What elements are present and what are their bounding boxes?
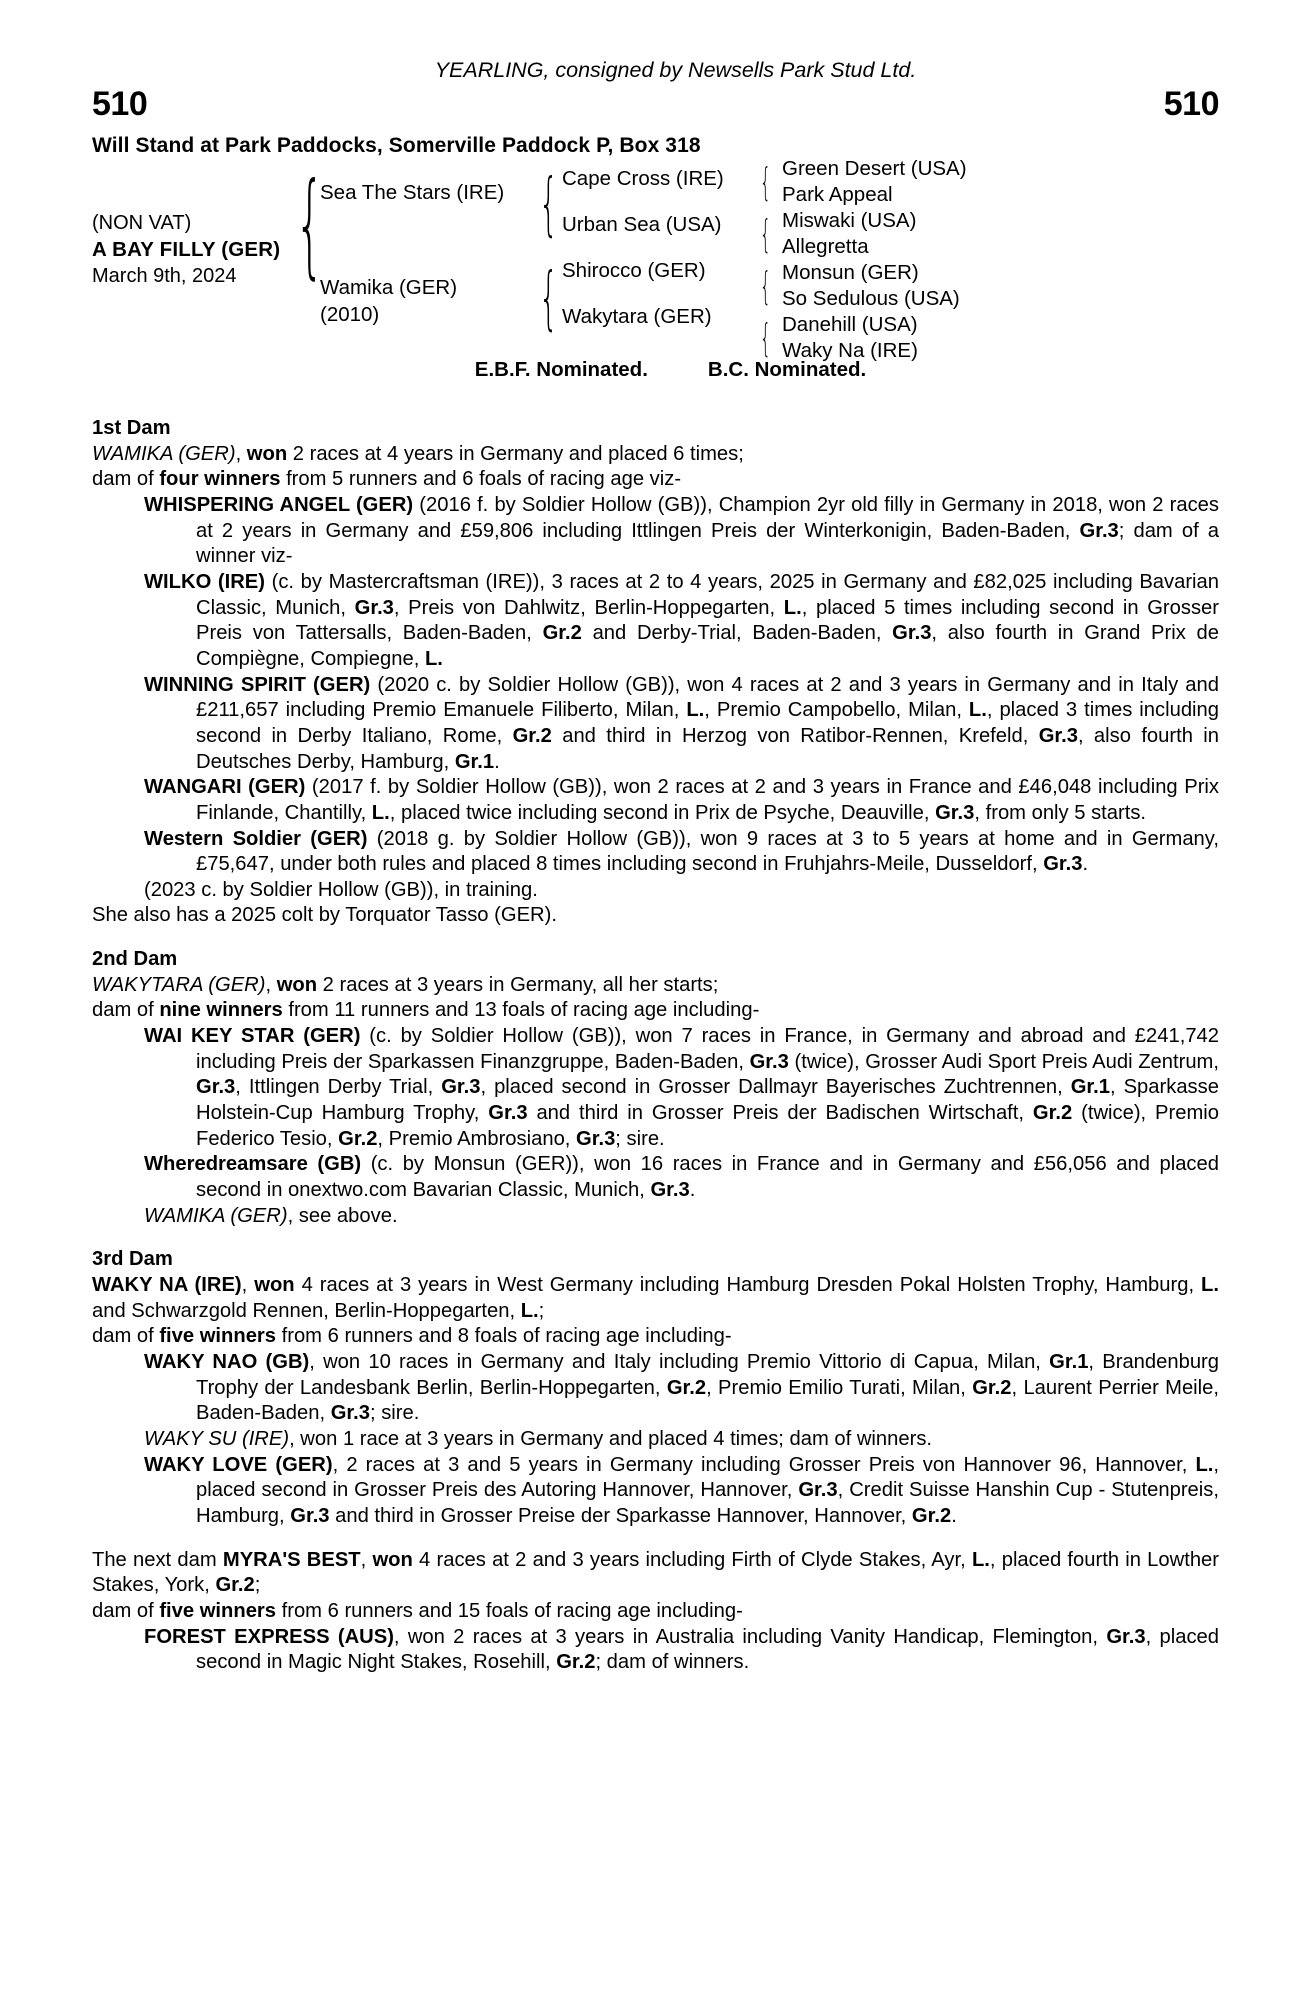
brace-sire-parents: { xyxy=(539,163,559,245)
brace-gg-1: { xyxy=(760,160,771,204)
pedigree-gg-8: Waky Na (IRE) xyxy=(782,339,918,362)
pedigree-dam xyxy=(320,277,457,326)
pedigree-gg-2: Park Appeal xyxy=(782,183,893,206)
subject-block xyxy=(92,210,280,290)
first-dam-intro xyxy=(92,442,1219,468)
pedigree-notes xyxy=(92,416,1219,1676)
pedigree-gg-1: Green Desert (USA) xyxy=(782,157,967,180)
first-dam-heading: 1st Dam xyxy=(92,417,171,439)
second-dam-intro-2: dam of nine winners from 11 runners and 13 foals of racing age including- xyxy=(92,999,760,1022)
bc-nomination: B.C. Nominated. xyxy=(707,358,867,381)
third-dam-entry-2: WAKY SU (IRE), won 1 race at 3 years in Germany and placed 4 times; dam of winners. xyxy=(144,1427,933,1450)
pedigree-column-great-grandparents xyxy=(782,157,1032,362)
third-dam-intro xyxy=(92,1273,1219,1324)
brace-gg-3: { xyxy=(760,264,771,308)
brace-gg-2: { xyxy=(760,212,771,256)
subject-foaling-date: March 9th, 2024 xyxy=(92,265,237,288)
second-dam-entry-3: WAMIKA (GER), see above. xyxy=(144,1204,398,1227)
third-dam-entry-3: WAKY LOVE (GER), 2 races at 3 and 5 years in Germany including Grosser Preis von Hannover 96, Hannover, L., placed second in Grosser Preis des Autoring Hannover, Hannover, Gr.3, Credit Suisse Hanshin Cup - Stutenpreis, Hamburg, Gr.3 and third in Grosser Preise der Sparkasse Hannover, Hannover, Gr.2. xyxy=(144,1453,1219,1527)
first-dam-intro-2: dam of four winners from 5 runners and 6 foals of racing age viz- xyxy=(92,468,682,491)
brace-dam-parents: { xyxy=(539,257,559,339)
pedigree-gg-6: So Sedulous (USA) xyxy=(782,287,960,310)
third-dam-entry-1: WAKY NAO (GB), won 10 races in Germany and Italy including Premio Vittorio di Capua, Milan, Gr.1, Brandenburg Trophy der Landesbank Berlin, Berlin-Hoppegarten, Gr.2, Premio Emilio Turati, Milan, Gr.2, Laurent Perrier Meile, Baden-Baden, Gr.3; sire. xyxy=(144,1350,1219,1425)
pedigree-sire-dam: Urban Sea (USA) xyxy=(562,213,722,236)
ebf-nomination: E.B.F. Nominated. xyxy=(474,358,648,381)
pedigree-gg-4: Allegretta xyxy=(782,235,869,258)
brace-gg-4: { xyxy=(760,316,771,360)
first-dam-entry-4: WANGARI (GER) (2017 f. by Soldier Hollow (GB)), won 2 races at 2 and 3 years in France and £46,048 including Prix Finlande, Chantilly, L., placed twice including second in Prix de Psyche, Deauville, Gr.3, from only 5 starts. xyxy=(144,776,1219,824)
second-dam-entry-1: WAI KEY STAR (GER) (c. by Soldier Hollow (GB)), won 7 races in France, in Germany and abroad and £241,742 including Preis der Sparkassen Finanzgruppe, Baden-Baden, Gr.3 (twice), Grosser Audi Sport Preis Audi Zentrum, Gr.3, Ittlingen Derby Trial, Gr.3, placed second in Grosser Dallmayr Bayerisches Zuchtrennen, Gr.1, Sparkasse Holstein-Cup Hamburg Trophy, Gr.3 and third in Grosser Preis der Badischen Wirtschaft, Gr.2 (twice), Premio Federico Tesio, Gr.2, Premio Ambrosiano, Gr.3; sire. xyxy=(144,1025,1220,1150)
subject-name: A BAY FILLY (GER) xyxy=(92,238,281,262)
pedigree-gg-5: Monsun (GER) xyxy=(782,261,919,284)
first-dam-intro-rest: , won 2 races at 4 years in Germany and placed 6 times; xyxy=(235,442,744,465)
second-dam-heading: 2nd Dam xyxy=(92,948,178,971)
next-dam-entry-1: FOREST EXPRESS (AUS), won 2 races at 3 years in Australia including Vanity Handicap, Flemington, Gr.3, placed second in Magic Night Stakes, Rosehill, Gr.2; dam of winners. xyxy=(144,1625,1219,1674)
pedigree-gg-7: Danehill (USA) xyxy=(782,313,918,336)
second-dam-intro xyxy=(92,973,1219,999)
first-dam-entry-5: Western Soldier (GER) (2018 g. by Soldier Hollow (GB)), won 9 races at 3 to 5 years at home and in Germany, £75,647, under both rules and placed 8 times including second in Fruhjahrs-Meile, Dusseldorf, Gr.3. xyxy=(144,827,1219,876)
second-dam-entry-2: Wheredreamsare (GB) (c. by Monsun (GER)), won 16 races in France and in Germany and £56,056 and placed second in onextwo.com Bavarian Classic, Munich, Gr.3. xyxy=(144,1153,1219,1202)
pedigree-sire-sire: Cape Cross (IRE) xyxy=(562,167,724,190)
first-dam-entry-1: WHISPERING ANGEL (GER) (2016 f. by Soldier Hollow (GB)), Champion 2yr old filly in Germany in 2018, won 2 races at 2 years in Germany and £59,806 including Ittlingen Preis der Winterkonigin, Baden-Baden, Gr.3; dam of a winner viz- xyxy=(144,493,1219,568)
vat-status: (NON VAT) xyxy=(92,212,192,234)
pedigree-dam-dam: Wakytara (GER) xyxy=(562,305,712,328)
brace-sire-dam: { xyxy=(295,157,325,291)
pedigree-column-parents xyxy=(320,160,535,356)
second-dam-intro-rest: , won 2 races at 3 years in Germany, all her starts; xyxy=(265,973,719,996)
consignor-line: YEARLING, consigned by Newsells Park Stud Ltd. xyxy=(434,58,917,82)
first-dam-name: WAMIKA (GER) xyxy=(92,442,236,465)
third-dam-intro-2: dam of five winners from 6 runners and 8 foals of racing age including- xyxy=(92,1325,732,1348)
second-dam-name: WAKYTARA (GER) xyxy=(92,973,266,996)
first-dam-footer: She also has a 2025 colt by Torquator Tasso (GER). xyxy=(92,904,557,927)
pedigree-sire: Sea The Stars (IRE) xyxy=(320,181,505,204)
stand-location-line: Will Stand at Park Paddocks, Somerville Paddock P, Box 318 xyxy=(92,134,701,157)
nominations-row xyxy=(122,358,1219,382)
first-dam-entry-3: WINNING SPIRIT (GER) (2020 c. by Soldier Hollow (GB)), won 4 races at 2 and 3 years in Germany and in Italy and £211,657 including Premio Emanuele Filiberto, Milan, L., Premio Campobello, Milan, L., placed 3 times including second in Derby Italiano, Rome, Gr.2 and third in Herzog von Ratibor-Rennen, Krefeld, Gr.3, also fourth in Deutsches Derby, Hamburg, Gr.1. xyxy=(144,673,1220,773)
pedigree-dam-year: (2010) xyxy=(320,302,380,326)
lot-number-row xyxy=(92,85,1219,124)
lot-number-left: 510 xyxy=(92,85,148,123)
third-dam-heading: 3rd Dam xyxy=(92,1248,173,1271)
lot-number-right: 510 xyxy=(1163,85,1219,123)
third-dam-intro-rest: , won 4 races at 3 years in West Germany including Hamburg Dresden Pokal Holsten Trophy, Hamburg, L. and Schwarzgold Rennen, Berlin-Hoppegarten, L.; xyxy=(92,1274,1219,1322)
next-dam-line-2: dam of five winners from 6 runners and 15 foals of racing age including- xyxy=(92,1599,743,1622)
first-dam-entry-6: (2023 c. by Soldier Hollow (GB)), in training. xyxy=(144,878,538,901)
pedigree-dam-name: Wamika (GER) xyxy=(320,276,458,299)
first-dam-entry-2: WILKO (IRE) (c. by Mastercraftsman (IRE)), 3 races at 2 to 4 years, 2025 in Germany and £82,025 including Bavarian Classic, Munich, Gr.3, Preis von Dahlwitz, Berlin-Hoppegarten, L., placed 5 times including second in Grosser Preis von Tattersalls, Baden-Baden, Gr.2 and Derby-Trial, Baden-Baden, Gr.3, also fourth in Grand Prix de Compiègne, Compiegne, L. xyxy=(144,570,1219,670)
pedigree-table xyxy=(92,157,1219,362)
third-dam-name: WAKY NA (IRE) xyxy=(92,1274,242,1296)
pedigree-gg-3: Miswaki (USA) xyxy=(782,209,917,232)
pedigree-dam-sire: Shirocco (GER) xyxy=(562,259,706,282)
pedigree-column-grandparents xyxy=(562,160,762,356)
next-dam-line-1: The next dam MYRA'S BEST, won 4 races at 2 and 3 years including Firth of Clyde Stakes, Ayr, L., placed fourth in Lowther Stakes, York, Gr.2; xyxy=(92,1548,1220,1597)
